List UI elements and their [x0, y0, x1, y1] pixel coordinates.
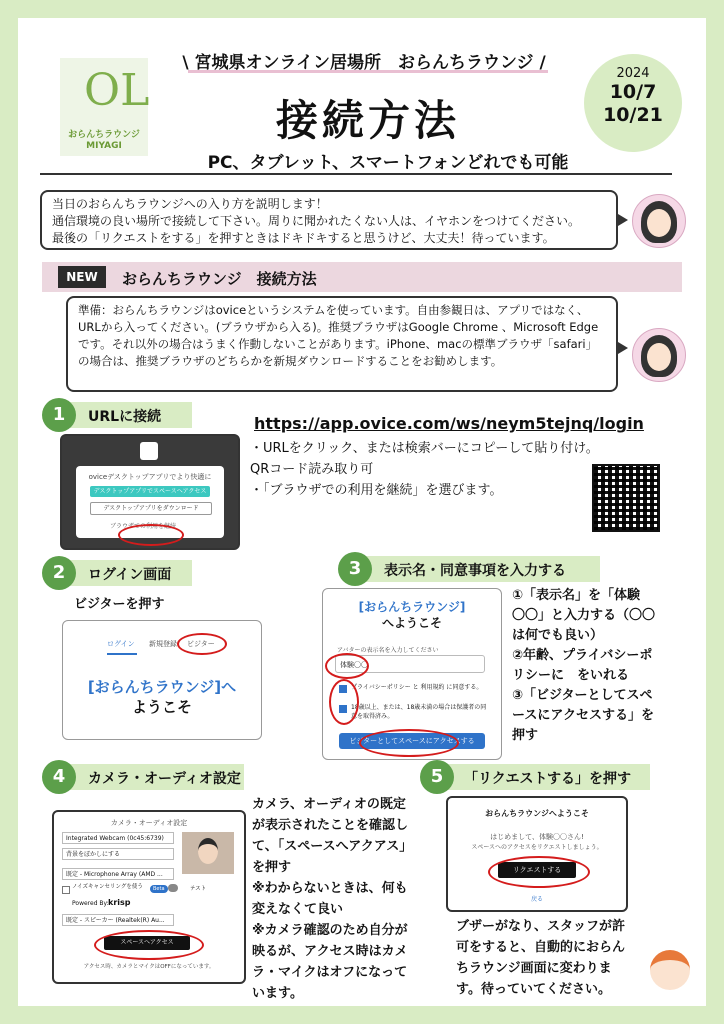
- open-in-app-button[interactable]: デスクトップアプリでスペースへアクセス: [90, 486, 210, 497]
- age-consent-text: 18歳以上、または、18歳未満の場合は保護者の同意を取得済み。: [351, 704, 487, 720]
- staff-headset-icon: [650, 950, 690, 990]
- tab-visitor[interactable]: ビジター: [187, 640, 215, 648]
- highlight-circle: [177, 633, 227, 655]
- qr-code-icon[interactable]: [592, 464, 660, 532]
- dialog-title: oviceデスクトップアプリでより快適に: [88, 473, 212, 481]
- step3-label: 表示名・同意事項を入力する: [384, 563, 566, 579]
- intro-line: 最後の「リクエストをする」を押すときはドキドキすると思うけど、大丈夫！待っています。: [52, 231, 555, 245]
- logo: [60, 58, 148, 156]
- noise-cancel-checkbox[interactable]: [62, 886, 70, 894]
- back-link[interactable]: 戻る: [530, 896, 543, 903]
- blur-select[interactable]: 背景をぼかしにする: [62, 848, 174, 860]
- login-url-link[interactable]: https://app.ovice.com/ws/neym5tejnq/login: [254, 414, 644, 433]
- highlight-circle: [94, 930, 204, 960]
- prep-text: 準備：おらんちラウンジはoviceというシステムを使っています。自由参観日は、アプリではなく、URLから入ってください。(ブラウザから入る)。推奨ブラウザはGoogle Chrome 、Microsoft Edgeです。それ以外の場合はうまく作動しないことがあります。iPhone、macの標準ブラウザ「safari」の場合は、推奨ブラウザのどちらかを新規ダウンロードすることをお勧めします。: [78, 303, 599, 368]
- toggle-switch[interactable]: [168, 884, 178, 892]
- prep-box: [66, 296, 618, 392]
- date-year: 2024: [616, 66, 650, 81]
- download-app-button[interactable]: デスクトップアプリをダウンロード: [90, 502, 212, 515]
- request-button[interactable]: リクエストする: [498, 862, 576, 878]
- flyer-page: [18, 18, 706, 1006]
- date-badge: [584, 54, 682, 152]
- step2-screenshot: [62, 620, 262, 740]
- speaker-select[interactable]: 既定 - スピーカー (Realtek(R) Au...: [62, 914, 174, 926]
- date-first: 10/7: [609, 81, 657, 103]
- logo-brand: おらんちラウンジ MIYAGI: [68, 130, 140, 151]
- staff-face-icon: [632, 194, 686, 248]
- highlight-circle: [359, 729, 459, 757]
- step2-welcome: [おらんちラウンジ]へ ようこそ: [87, 678, 237, 716]
- step1-label: URLに接続: [88, 409, 162, 425]
- step3-welcome: [おらんちラウンジ] へようこそ: [358, 600, 466, 630]
- step3-number: 3: [338, 552, 372, 586]
- av-note: アクセス時、カメラとマイクはOFFになっています。: [83, 964, 215, 970]
- step2-number: 2: [42, 556, 76, 590]
- enter-space-button[interactable]: スペースへアクセス: [104, 936, 190, 950]
- intro-box: [40, 190, 618, 250]
- microphone-select[interactable]: 既定 - Microphone Array (AMD ...: [62, 868, 174, 880]
- intro-line: 通信環境の良い場所で接続して下さい。周りに聞かれたくない人は、イヤホンをつけてください。: [52, 214, 581, 228]
- step4-number: 4: [42, 760, 76, 794]
- mic-test-link[interactable]: テスト: [190, 886, 207, 892]
- display-name-label: アバターの表示名を入力してください: [337, 647, 439, 654]
- highlight-circle: [329, 679, 359, 725]
- request-dialog-title: おらんちラウンジへようこそ: [485, 809, 589, 818]
- step2-label: ログイン画面: [88, 567, 172, 583]
- intro-line: 当日のおらんちラウンジへの入り方を説明します！: [52, 197, 328, 211]
- step3-screenshot: [322, 588, 502, 760]
- tab-signup[interactable]: 新規登録: [149, 640, 177, 648]
- request-hint: スペースへのアクセスをリクエストしましょう。: [471, 844, 603, 851]
- step1-screenshot: [60, 434, 240, 550]
- camera-preview: [182, 832, 234, 874]
- page-tagline: PC、タブレット、スマートフォンどれでも可能: [207, 153, 569, 173]
- step4-desc: カメラ、オーディオの既定 が表示されたことを確認し て、「スペースへアクアス」 を押す ※わからないときは、何も 変えなくて良い ※カメラ確認のため自分が 映るが、アクセス時はカメ ラ・マイクはオフになって います。: [252, 797, 413, 1001]
- step5-screenshot: [446, 796, 628, 912]
- step2-instruction: ビジターを押す: [74, 597, 165, 612]
- highlight-circle: [118, 524, 184, 546]
- header-subtitle: \ 宮城県オンライン居場所 おらんちラウンジ /: [182, 53, 546, 73]
- powered-by-label: Powered By:: [72, 900, 109, 907]
- speech-arrow-icon: [618, 342, 628, 354]
- staff-face-icon: [632, 328, 686, 382]
- date-second: 10/21: [603, 104, 663, 126]
- continue-in-browser-link[interactable]: ブラウザでの利用を継続: [110, 523, 177, 530]
- active-tab-underline: [107, 653, 137, 655]
- step5-desc: ブザーがなり、スタッフが許 可をすると、自動的におらん ちラウンジ画面に変わりま す。待っていてください。: [456, 919, 626, 997]
- new-badge: NEW: [58, 266, 106, 288]
- display-name-input[interactable]: 体験〇〇: [335, 655, 485, 673]
- section-title: おらんちラウンジ 接続方法: [122, 270, 317, 288]
- highlight-circle: [488, 856, 590, 888]
- privacy-consent-text: プライバシーポリシー と 利用規約 に同意する。: [351, 684, 483, 691]
- krisp-logo: krisp: [108, 898, 131, 907]
- speech-arrow-icon: [618, 214, 628, 226]
- step3-desc: ①「表示名」を「体験 〇〇」と入力する（〇〇 は何でも良い） ②年齢、プライバシーポ リシーに をいれる ③「ビジターとしてスペ ースにアクセスする」を 押す: [512, 588, 656, 743]
- enter-as-visitor-button[interactable]: ビジターとしてスペースにアクセスする: [339, 733, 485, 749]
- person-icon: [198, 838, 218, 864]
- step4-screenshot: [52, 810, 246, 984]
- beta-badge: Beta: [150, 885, 168, 893]
- step1-number: 1: [42, 398, 76, 432]
- logo-mark: OL: [84, 65, 150, 116]
- av-settings-title: カメラ・オーディオ設定: [110, 819, 188, 827]
- ovice-app-icon: [140, 442, 158, 460]
- highlight-circle: [325, 653, 369, 679]
- camera-select[interactable]: Integrated Webcam (0c45:6739): [62, 832, 174, 844]
- tab-login[interactable]: ログイン: [107, 640, 135, 648]
- step5-number: 5: [420, 760, 454, 794]
- noise-cancel-label: ノイズキャンセリングを使う: [72, 884, 143, 890]
- step4-label: カメラ・オーディオ設定: [88, 771, 241, 787]
- step1-desc: ・URLをクリック、または検索バーにコピーして貼り付け。 QRコード読み取り可 ・「ブラウザでの利用を継続」を選びます。: [250, 441, 599, 498]
- header-divider: [40, 173, 672, 175]
- request-greeting: はじめまして、体験〇〇さん!: [490, 833, 584, 841]
- step5-label: 「リクエストする」を押す: [464, 771, 632, 787]
- page-title: 接続方法: [275, 96, 460, 145]
